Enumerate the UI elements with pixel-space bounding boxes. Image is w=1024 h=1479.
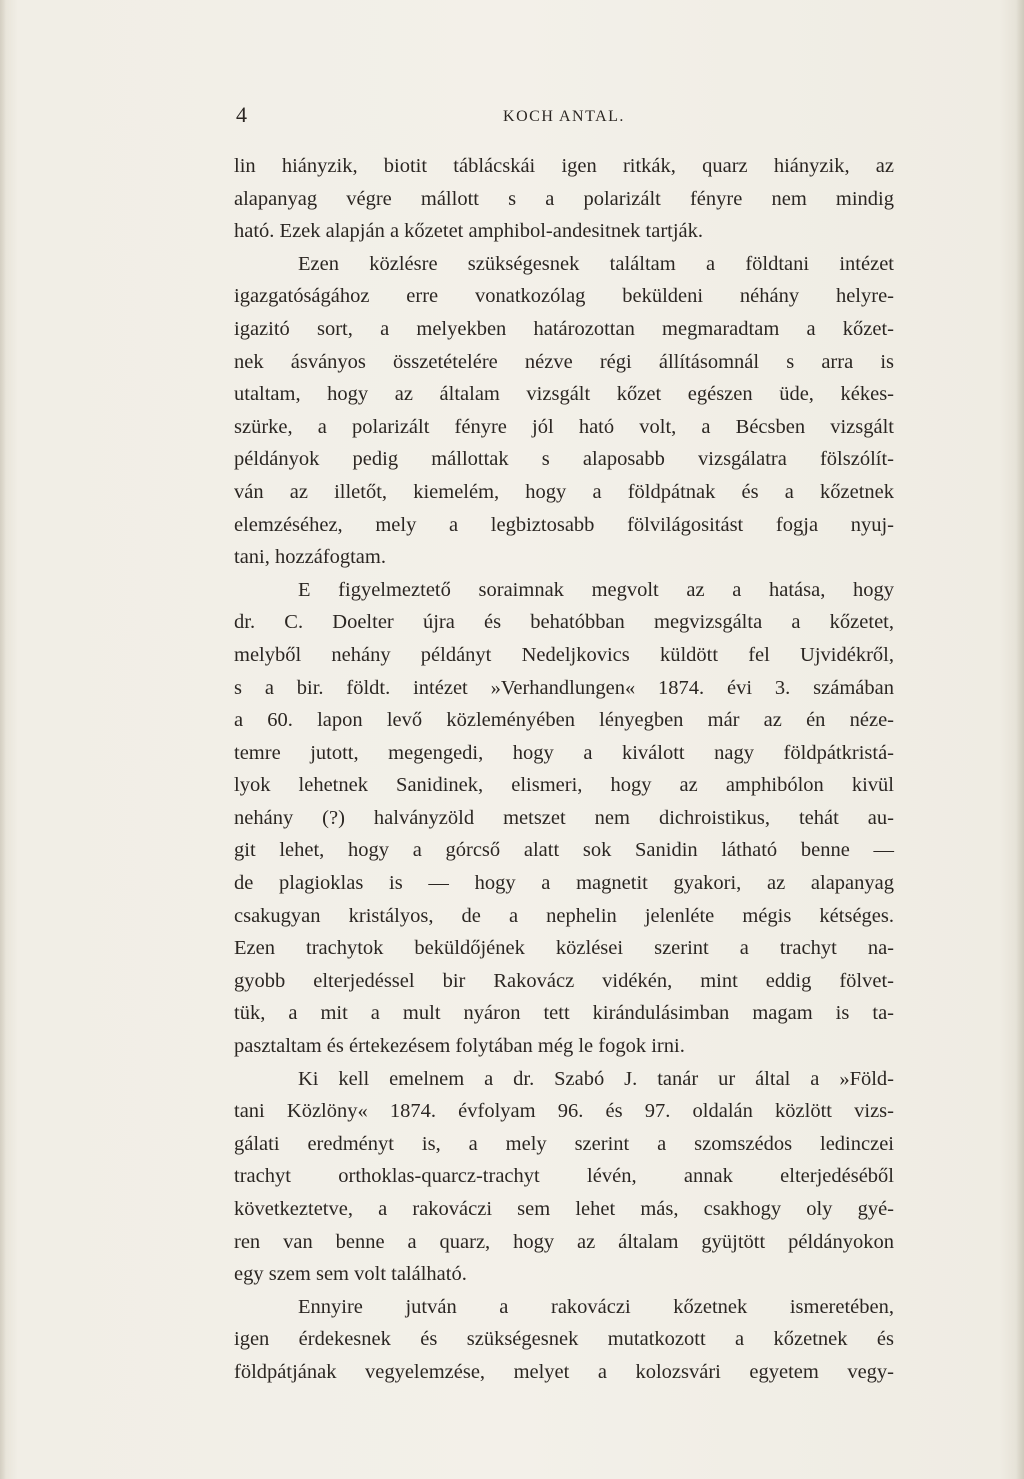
text-line: git lehet, hogy a górcső alatt sok Sanidin látható benne — <box>234 839 894 862</box>
text-line: csakugyan kristályos, de a nephelin jelenléte mégis kétséges. <box>234 904 894 927</box>
text-line: egy szem sem volt található. <box>234 1263 467 1286</box>
text-line: elemzéséhez, mely a legbiztosabb fölvilágositást fogja nyuj- <box>234 513 894 536</box>
text-line: tani Közlöny« 1874. évfolyam 96. és 97. oldalán közlött vizs- <box>234 1100 894 1123</box>
text-line: pasztaltam és értekezésem folytában még le fogok irni. <box>234 1035 685 1058</box>
text-line: de plagioklas is — hogy a magnetit gyakori, az alapanyag <box>234 872 894 895</box>
text-line: s a bir. földt. intézet »Verhandlungen« 1874. évi 3. számában <box>234 676 894 699</box>
text-line: nehány (?) halványzöld metszet nem dichroistikus, tehát au- <box>234 806 894 829</box>
text-line: szürke, a polarizált fényre jól ható volt, a Bécsben vizsgált <box>234 415 894 438</box>
text-line: példányok pedig mállottak s alaposabb vizsgálatra fölszólít- <box>234 448 894 471</box>
text-line: következtetve, a rakováczi sem lehet más, csakhogy oly gyé- <box>234 1198 894 1220</box>
text-line: nek ásványos összetételére nézve régi állításomnál s arra is <box>234 350 894 373</box>
text-line: igazgatóságához erre vonatkozólag beküldeni néhány helyre- <box>234 285 894 308</box>
text-line: földpátjának vegyelemzése, melyet a kolozsvári egyetem vegy- <box>234 1360 894 1383</box>
text-line: tük, a mit a mult nyáron tett kirándulásimban magam is ta- <box>234 1002 894 1025</box>
text-line: temre jutott, megengedi, hogy a kiválott nagy földpátkristá- <box>234 741 894 764</box>
text-line: a 60. lapon levő közleményében lényegben már az én néze- <box>234 709 894 732</box>
text-line: ren van benne a quarz, hogy az általam gyüjtött példányokon <box>234 1230 894 1253</box>
text-line: gyobb elterjedéssel bir Rakovácz vidékén, mint eddig fölvet- <box>234 969 894 992</box>
text-line: melyből nehány példányt Nedeljkovics küldött fel Ujvidékről, <box>234 643 894 666</box>
text-line: igen érdekesnek és szükségesnek mutatkozott a kőzetnek és <box>234 1328 894 1351</box>
body-text <box>234 150 894 1389</box>
text-line: E figyelmeztető soraimnak megvolt az a hatása, hogy <box>298 578 894 601</box>
text-line: tani, hozzáfogtam. <box>234 546 386 569</box>
page-edge-right <box>1016 0 1024 1479</box>
text-line: ható. Ezek alapján a kőzetet amphibol-andesitnek tartják. <box>234 220 704 243</box>
text-line: lin hiányzik, biotit táblácskái igen ritkák, quarz hiányzik, az <box>234 155 894 177</box>
text-line: alapanyag végre mállott s a polarizált fényre nem mindig <box>234 187 894 210</box>
text-line: dr. C. Doelter újra és behatóbban megvizsgálta a kőzetet, <box>234 611 894 634</box>
text-line: Ezen trachytok beküldőjének közlései szerint a trachyt na- <box>234 937 894 960</box>
text-line: Ezen közlésre szükségesnek találtam a földtani intézet <box>298 252 894 275</box>
text-line: gálati eredményt is, a mely szerint a szomszédos ledinczei <box>234 1132 894 1155</box>
text-line: trachyt orthoklas-quarcz-trachyt lévén, annak elterjedéséből <box>234 1165 894 1188</box>
text-line: lyok lehetnek Sanidinek, elismeri, hogy az amphibólon kivül <box>234 774 894 797</box>
text-line: utaltam, hogy az általam vizsgált kőzet egészen üde, kékes- <box>234 383 894 406</box>
page-edge-left <box>0 0 6 1479</box>
text-line: ván az illetőt, kiemelém, hogy a földpátnak és a kőzetnek <box>234 480 894 503</box>
page-header <box>234 100 894 130</box>
page-number: 4 <box>236 102 247 127</box>
text-line: Ennyire jutván a rakováczi kőzetnek ismeretében, <box>298 1295 894 1318</box>
text-line: Ki kell emelnem a dr. Szabó J. tanár ur által a »Föld- <box>298 1067 894 1090</box>
running-head: KOCH ANTAL. <box>503 108 625 125</box>
text-line: igazitó sort, a melyekben határozottan megmaradtam a kőzet- <box>234 317 894 340</box>
